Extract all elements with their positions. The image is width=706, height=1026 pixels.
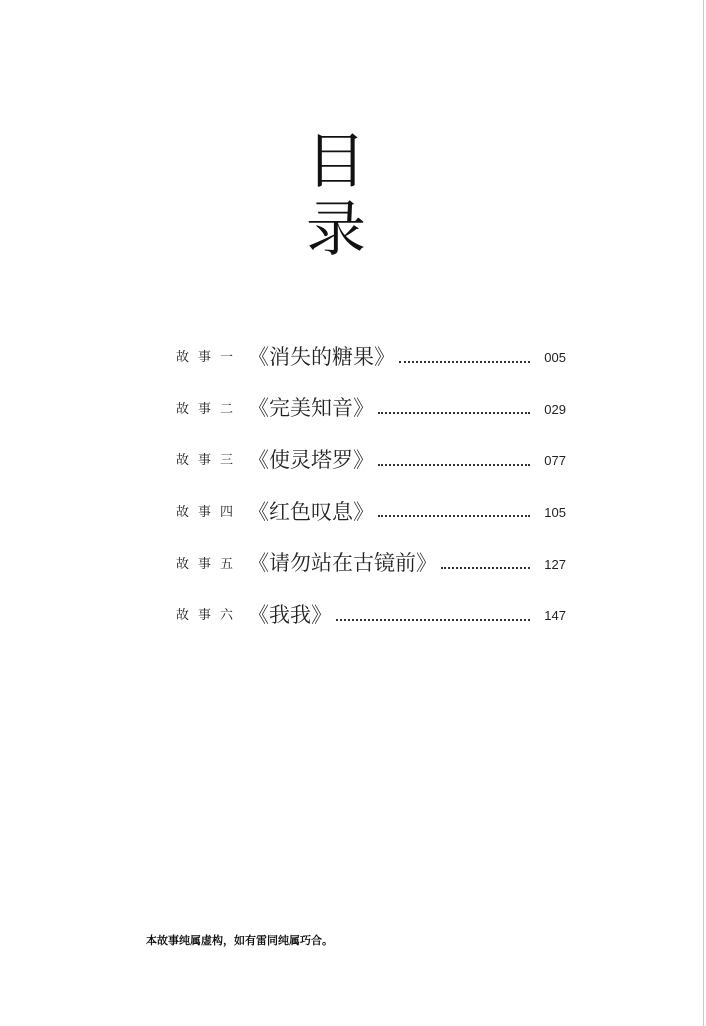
title-char-2: 录 [306, 195, 366, 265]
disclaimer-text: 本故事纯属虚构，如有雷同纯属巧合。 [146, 934, 333, 947]
story-title: 《请勿站在古镜前》 [248, 551, 437, 576]
title-char-1: 目 [306, 127, 366, 197]
toc-entry-6[interactable] [176, 588, 566, 640]
dot-leader [378, 412, 530, 414]
story-number: 故事三 [176, 453, 243, 469]
page-edge-line [703, 0, 704, 1026]
story-title: 《使灵塔罗》 [248, 447, 374, 472]
page-number: 005 [544, 350, 566, 366]
story-number: 故事四 [176, 505, 243, 521]
page-number: 077 [544, 453, 566, 469]
story-number: 故事六 [176, 608, 243, 624]
story-number: 故事一 [176, 350, 243, 366]
page-number: 127 [544, 556, 566, 572]
dot-leader [441, 567, 530, 569]
page-number: 147 [544, 608, 566, 624]
dot-leader [378, 464, 530, 466]
dot-leader [336, 619, 530, 621]
dot-leader [378, 515, 530, 517]
story-title: 《完美知音》 [248, 396, 374, 421]
page-number: 029 [544, 401, 566, 417]
toc-entry-5[interactable] [176, 536, 566, 588]
page-title [296, 128, 376, 264]
table-of-contents [176, 330, 566, 640]
toc-entry-4[interactable] [176, 485, 566, 537]
story-title: 《消失的糖果》 [248, 344, 395, 369]
toc-entry-3[interactable] [176, 433, 566, 485]
toc-entry-1[interactable] [176, 330, 566, 382]
story-number: 故事二 [176, 401, 243, 417]
toc-entry-2[interactable] [176, 382, 566, 434]
story-title: 《我我》 [248, 602, 332, 627]
dot-leader [399, 361, 530, 363]
page-number: 105 [544, 505, 566, 521]
story-number: 故事五 [176, 556, 243, 572]
story-title: 《红色叹息》 [248, 499, 374, 524]
